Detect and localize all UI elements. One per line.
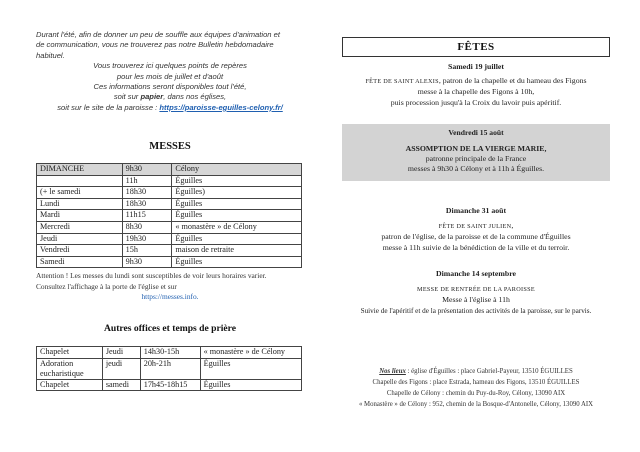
event-line: patronne principale de la France: [425, 154, 527, 163]
messes-row: [37, 256, 302, 268]
offices-row-cell: Jeudi: [102, 347, 140, 359]
messes-row-cell: 15h: [122, 245, 172, 257]
messes-row-cell: Lundi: [37, 198, 123, 210]
messes-row-cell: 18h30: [122, 198, 172, 210]
event-name: FÊTE DE SAINT JULIEN: [438, 223, 512, 230]
event-assomption: [342, 128, 610, 175]
offices-row: [37, 358, 302, 379]
offices-row-cell: Adoration eucharistique: [37, 358, 103, 379]
messes-row: [37, 164, 302, 176]
intro-line-site: soit sur le site de la paroisse : https://paroisse-eguilles-celony.fr/: [57, 102, 283, 112]
messes-row: [37, 187, 302, 199]
event-date: Dimanche 31 août: [445, 206, 507, 215]
messes-table: [36, 163, 302, 268]
messes-row-cell: 18h30: [122, 187, 172, 199]
messes-row-cell: Éguilles): [172, 187, 302, 199]
messes-note: [36, 271, 304, 303]
messes-row-cell: Éguilles: [172, 210, 302, 222]
messes-row-cell: Éguilles: [172, 233, 302, 245]
intro-text: [36, 30, 304, 113]
event-line: messes à 9h30 à Célony et à 11h à Éguilles.: [407, 164, 545, 174]
event-name: MESSE DE RENTRÉE DE LA PAROISSE: [417, 286, 535, 293]
event-line: , patron de la chapelle et du hameau des Figons: [438, 76, 587, 85]
offices-row-cell: jeudi: [102, 358, 140, 379]
messes-row-cell: (+ le samedi: [37, 187, 123, 199]
messes-row: [37, 245, 302, 257]
messes-info-link[interactable]: https://messes.info.: [141, 292, 199, 302]
place-line: « Monastère » de Célony : 952, chemin de la Bosque-d'Antonelle, Célony, 13090 AIX: [358, 401, 594, 408]
messes-row-cell: Éguilles: [172, 198, 302, 210]
intro-line: pour les mois de juillet et d'août: [116, 71, 224, 81]
event-line: messe à 11h suivie de la bénédiction de la ville et du terroir.: [382, 242, 570, 252]
messes-row-cell: Jeudi: [37, 233, 123, 245]
offices-row-cell: 20h-21h: [140, 358, 200, 379]
event-saint-julien: [342, 206, 610, 253]
intro-line: Vous trouverez ici quelques points de repères: [93, 61, 247, 71]
intro-line: Durant l'été, afin de donner un peu de souffle aux équipes d'animation et: [36, 30, 280, 39]
messes-row-cell: Vendredi: [37, 245, 123, 257]
messes-row-cell: Éguilles: [172, 256, 302, 268]
offices-row: [37, 347, 302, 359]
messes-row: [37, 210, 302, 222]
intro-line-papier: soit sur papier, dans nos églises,: [113, 92, 227, 102]
place-line: Nos lieux : église d'Éguilles : place Gabriel-Payeur, 13510 ÉGUILLES: [379, 368, 573, 375]
offices-table: [36, 346, 302, 391]
note-line: Attention ! Les messes du lundi sont susceptibles de voir leurs horaires varier.: [36, 271, 267, 280]
offices-row-cell: Chapelet: [37, 379, 103, 391]
messes-row: [37, 175, 302, 187]
messes-row-cell: Mardi: [37, 210, 123, 222]
offices-row-cell: samedi: [102, 379, 140, 391]
messes-row-cell: 11h: [122, 175, 172, 187]
event-line: messe à la chapelle des Figons à 10h,: [417, 87, 535, 97]
messes-row-cell: 11h15: [122, 210, 172, 222]
parish-site-link[interactable]: https://paroisse-eguilles-celony.fr/: [159, 102, 283, 112]
event-name: FÊTE DE SAINT ALEXIS: [365, 78, 439, 85]
messes-row: [37, 221, 302, 233]
event-line: Suivie de l'apéritif et de la présentation des activités de la paroisse, sur le parvis.: [360, 306, 592, 315]
event-date: Vendredi 15 août: [448, 128, 504, 137]
event-line: ,: [511, 221, 514, 230]
intro-line: habituel.: [36, 50, 65, 60]
messes-row-cell: maison de retraite: [172, 245, 302, 257]
note-line: Consultez l'affichage à la porte de l'église et sur: [36, 281, 177, 291]
messes-row-cell: Samedi: [37, 256, 123, 268]
intro-line: de communication, vous ne trouverez pas notre Bulletin hebdomadaire: [36, 40, 274, 50]
messes-row-cell: Mercredi: [37, 221, 123, 233]
place-line: Chapelle de Célony : chemin du Puy-du-Roy, Célony, 13090 AIX: [386, 390, 566, 397]
messes-row-cell: Célony: [172, 164, 302, 176]
messes-row-cell: « monastère » de Célony: [172, 221, 302, 233]
messes-row-cell: 19h30: [122, 233, 172, 245]
place-line: Chapelle des Figons : place Estrada, hameau des Figons, 13510 ÉGUILLES: [372, 379, 580, 386]
event-date: Samedi 19 juillet: [448, 62, 504, 71]
messes-row-cell: 8h30: [122, 221, 172, 233]
places-list: [342, 366, 610, 410]
intro-line: Ces informations seront disponibles tout l'été,: [93, 82, 247, 92]
messes-row-cell: Éguilles: [172, 175, 302, 187]
offices-row-cell: 17h45-18h15: [140, 379, 200, 391]
places-label: Nos lieux: [379, 368, 406, 375]
offices-row-cell: 14h30-15h: [140, 347, 200, 359]
event-line: Messe à l'église à 11h: [442, 295, 510, 305]
event-line: puis procession jusqu'à la Croix du lavoir puis apéritif.: [390, 97, 562, 107]
event-title: ASSOMPTION DE LA VIERGE MARIE,: [405, 144, 547, 153]
messes-row-cell: DIMANCHE: [37, 164, 123, 176]
event-saint-alexis: [342, 62, 610, 108]
event-rentree: [342, 269, 610, 316]
fetes-title: FÊTES: [342, 37, 610, 57]
event-line: patron de l'église, de la paroisse et de la commune d'Éguilles: [381, 232, 571, 242]
messes-row-cell: 9h30: [122, 256, 172, 268]
messes-row: [37, 233, 302, 245]
offices-row-cell: Éguilles: [200, 379, 301, 391]
messes-title: MESSES: [149, 141, 191, 152]
offices-row-cell: Chapelet: [37, 347, 103, 359]
event-date: Dimanche 14 septembre: [436, 269, 516, 278]
offices-row-cell: Éguilles: [200, 358, 301, 379]
messes-row-cell: [37, 175, 123, 187]
messes-row: [37, 198, 302, 210]
offices-row-cell: « monastère » de Célony: [200, 347, 301, 359]
messes-row-cell: 9h30: [122, 164, 172, 176]
offices-row: [37, 379, 302, 391]
offices-title: Autres offices et temps de prière: [103, 323, 237, 334]
